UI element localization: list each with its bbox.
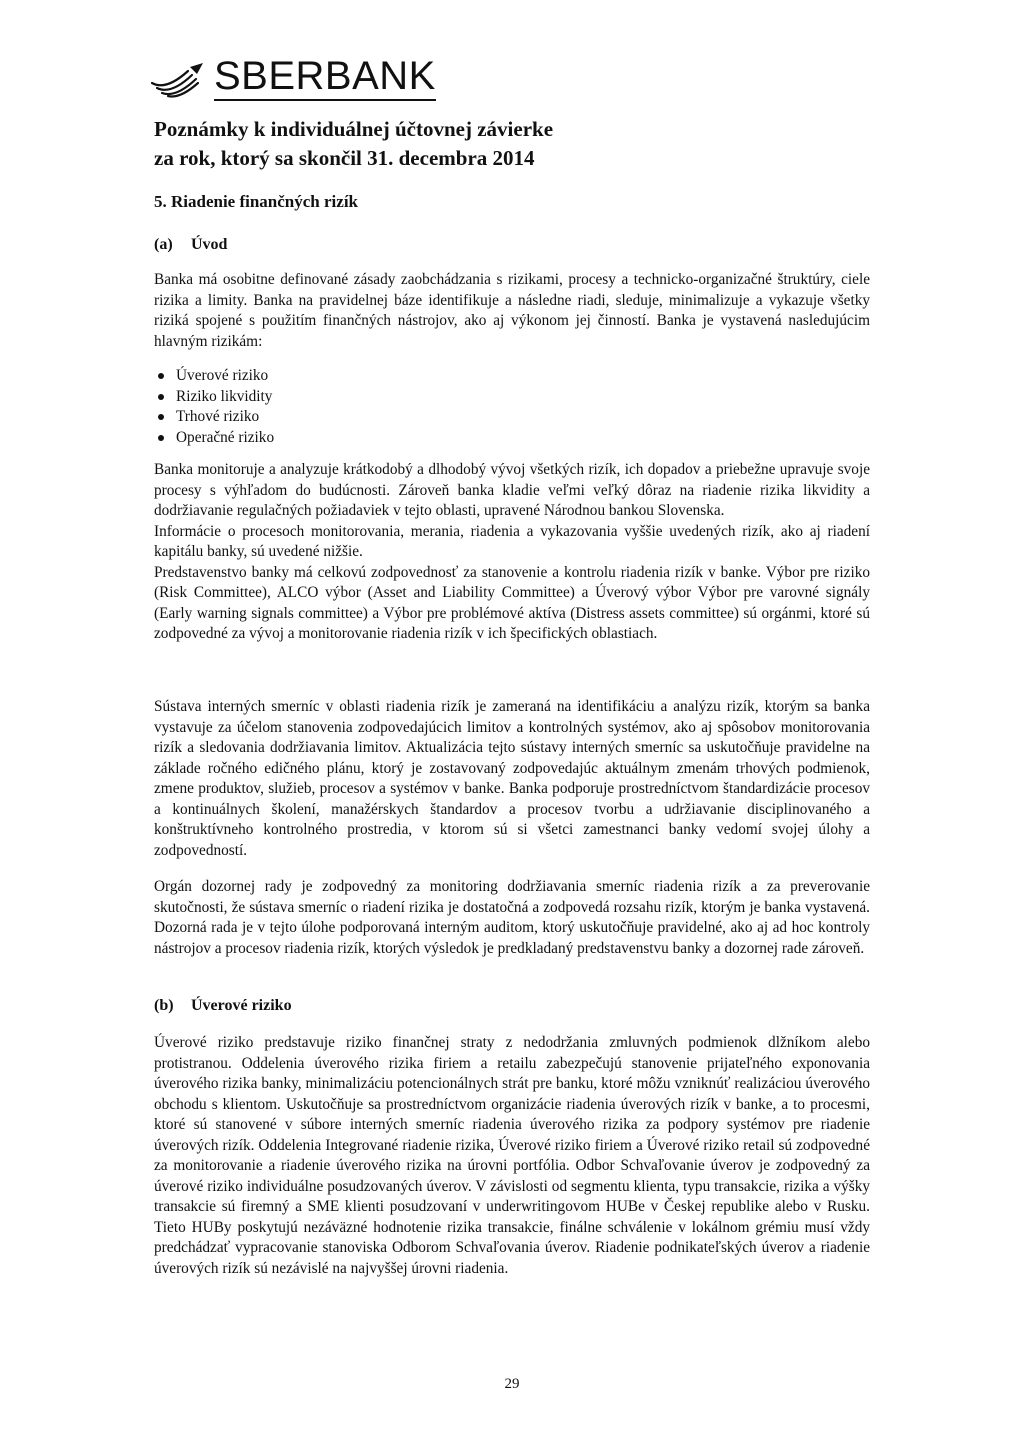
subsection-b-label: (b): [154, 997, 174, 1014]
risk-list: [154, 366, 274, 448]
list-item: [154, 407, 274, 428]
sberbank-logo-icon: [148, 61, 206, 101]
monitoring-block: [154, 460, 870, 645]
list-item: [154, 387, 274, 408]
subsection-a-title: Úvod: [191, 236, 228, 253]
bullet-icon: [158, 394, 164, 400]
info-paragraph: Informácie o procesoch monitorovania, merania, riadenia a vykazovania vyššie uvedených rizík, ako aj riadení kapitálu banky, sú uvedené nižšie.: [154, 522, 870, 560]
system-paragraph: Sústava interných smerníc v oblasti riadenia rizík je zameraná na identifikáciu a analýzu rizík, ktorým sa banka vystavuje za účelom stanovenia zodpovedajúcich limitov a kontrolných systémov, ako aj spôsobov monitorovania rizík a sledovania dodržiavania limitov. Aktualizácia tejto sústavy interných smerníc sa uskutočňuje pravidelne na základe ročného edičného plánu, ktorý je zostavovaný zodpovedajúc aktuálnym zmenám trhových podmienok, zmene produktov, služieb, procesov a systémov v banke. Banka podporuje prostredníctvom štandardizácie procesov a kontinuálnych školení, manažérskych štandardov a procesov tvorbu a udržiavanie disciplinovaného a konštruktívneho kontrolného prostredia, v ktorom sú si všetci zamestnanci banky vedomí svojej úlohy a zodpovedností.: [154, 698, 870, 859]
intro-paragraph-block: [154, 270, 870, 352]
bullet-icon: [158, 414, 164, 420]
monitor-paragraph: Banka monitoruje a analyzuje krátkodobý a dlhodobý vývoj všetkých rizík, ich dopadov a priebežne upravuje svoje procesy s výhľadom do budúcnosti. Zároveň banka kladie veľmi veľký dôraz na riadenie rizika likvidity a dodržiavanie regulačných požiadaviek v tejto oblasti, upravené Národnou bankou Slovenska.: [154, 461, 870, 519]
title-line-2: za rok, ktorý sa skončil 31. decembra 2014: [154, 146, 535, 170]
subsection-a-label: (a): [154, 236, 173, 253]
subsection-b-title: Úverové riziko: [191, 997, 292, 1014]
risk-item-label: Riziko likvidity: [176, 387, 273, 405]
risk-item-label: Úverové riziko: [176, 367, 269, 384]
subsection-b-heading: [154, 997, 292, 1015]
bullet-icon: [158, 435, 164, 441]
credit-paragraph: Úverové riziko predstavuje riziko finančnej straty z nedodržania zmluvných podmienok dlžníkom alebo protistranou. Oddelenia úverového rizika firiem a retailu zabezpečujú stanovenie prijateľného exponovania úverového rizika banky, minimalizáciu potencionálnych strát pre banku, ktoré môžu vzniknúť realizáciou úverového obchodu s klientom. Uskutočňuje sa prostredníctvom organizácie riadenia úverových rizík v banke, a to procesmi, ktoré sú stanovené v súbore interných smerníc riadenia úverového rizika za podpory systémov pre riadenie úverových rizík. Oddelenia Integrované riadenie rizika, Úverové riziko firiem a Úverové riziko retail sú zodpovedné za monitorovanie a riadenie úverového rizika na úrovni portfólia. Odbor Schvaľovanie úverov je zodpovedný za úverové riziko individuálne posudzovaných úverov. V závislosti od segmentu klienta, typu transakcie, rizika a výšky transakcie sú firemný a SME klienti posudzovaní v underwritingovom HUBe v Českej republike alebo v Rusku. Tieto HUBy poskytujú nezáväzné hodnotenie rizika transakcie, finálne schválenie v lokálnom grémiu musí vždy predchádzať vypracovanie stanoviska Odborom Schvaľovania úverov. Riadenie podnikateľských úverov a riadenie úverových rizík sú nezávislé na najvyššej úrovni riadenia.: [154, 1034, 870, 1277]
risk-item-label: Operačné riziko: [176, 428, 275, 446]
list-item: [154, 428, 274, 449]
board-paragraph: Predstavenstvo banky má celkovú zodpovednosť za stanovenie a kontrolu riadenia rizík v banke. Výbor pre riziko (Risk Committee), ALCO výbor (Asset and Liability Committee) a Úverový výbor Výbor pre varovné signály (Early warning signals committee) a Výbor pre problémové aktíva (Distress assets committee) sú orgánmi, ktoré sú zodpovedné za vývoj a monitorovanie riadenia rizík v ich špecifických oblastiach.: [154, 563, 870, 642]
sberbank-logo: [148, 56, 436, 101]
logo-text: SBERBANK: [214, 56, 436, 101]
supervisory-block: [154, 877, 870, 959]
supervisory-paragraph: Orgán dozornej rady je zodpovedný za monitoring dodržiavania smerníc riadenia rizík a za preverovanie skutočnosti, že sústava smerníc o riadení rizika je dostatočná a zodpovedá rozsahu rizík, ktorým je banka vystavená. Dozorná rada je v tejto úlohe podporovaná interným auditom, ktorý uskutočňuje pravidelné, ako aj ad hoc kontroly nástrojov a procesov riadenia rizík, ktorých výsledok je predkladaný predstavenstvu banky a dozornej rade zároveň.: [154, 878, 870, 957]
risk-item-label: Trhové riziko: [176, 408, 260, 425]
list-item: [154, 366, 274, 387]
credit-block: [154, 1033, 870, 1279]
system-block: [154, 697, 870, 861]
bullet-icon: [158, 373, 164, 379]
intro-paragraph: Banka má osobitne definované zásady zaobchádzania s rizikami, procesy a technicko-organizačné štruktúry, ciele rizika a limity. Banka na pravidelnej báze identifikuje a následne riadi, sleduje, minimalizuje a vykazuje všetky riziká spojené s použitím finančných nástrojov, ako aj výkonom jej činností. Banka je vystavená nasledujúcim hlavným rizikám:: [154, 271, 870, 350]
page-number: 29: [504, 1376, 520, 1392]
section-title: 5. Riadenie finančných rizík: [154, 192, 359, 211]
page-title: [154, 115, 553, 173]
subsection-a-heading: [154, 236, 227, 254]
title-line-1: Poznámky k individuálnej účtovnej závierke: [154, 117, 554, 141]
